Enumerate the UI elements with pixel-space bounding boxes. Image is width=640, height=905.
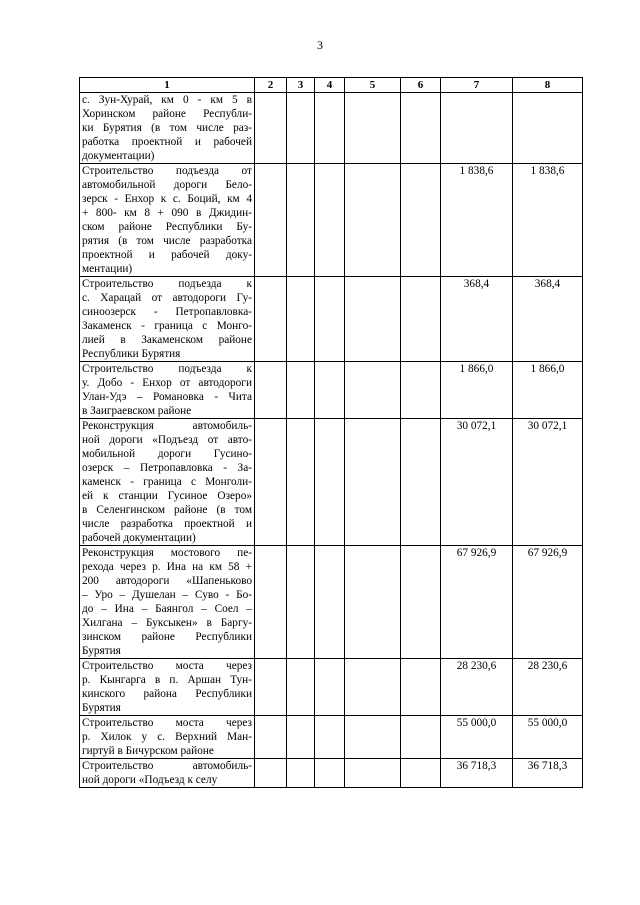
description-line: Закаменск - граница с Монго- [82,320,252,332]
description-line: ки Бурятия (в том числе раз- [82,122,252,134]
empty-cell-col-2 [255,716,287,759]
amount-c7: 67 926,9 [441,546,513,659]
empty-cell-col-3 [287,546,315,659]
amount-c7: 1 866,0 [441,362,513,419]
amount-c8: 36 718,3 [513,759,583,788]
description-line: с. Зун-Хурай, км 0 - км 5 в [82,94,252,106]
amount-c7: 30 072,1 [441,419,513,546]
col-header-5: 5 [345,78,401,93]
row-description [80,164,255,277]
empty-cell-col-6 [401,716,441,759]
empty-cell-col-4 [315,277,345,362]
description-line: в Селенгинском районе (в том [82,504,252,516]
row-description [80,659,255,716]
empty-cell-col-2 [255,93,287,164]
amount-c8: 28 230,6 [513,659,583,716]
col-header-8: 8 [513,78,583,93]
amount-c7: 28 230,6 [441,659,513,716]
empty-cell-col-2 [255,546,287,659]
description-line: Улан-Удэ – Романовка - Чита [82,391,252,403]
empty-cell-col-6 [401,659,441,716]
row-description [80,362,255,419]
description-line: Строительство подъезда к [82,363,252,375]
row-description [80,546,255,659]
description-line: у. Добо - Енхор от автодороги [82,377,252,389]
empty-cell-col-2 [255,659,287,716]
empty-cell-col-6 [401,419,441,546]
table-row [80,546,583,659]
description-line: Строительство подъезда от [82,165,252,177]
empty-cell-col-6 [401,164,441,277]
description-line: ском районе Республики Бу- [82,221,252,233]
description-line: документации) [82,150,155,162]
empty-cell-col-3 [287,277,315,362]
empty-cell-col-2 [255,759,287,788]
description-line: 200 автодороги «Шапеньково [82,575,252,587]
amount-c7: 368,4 [441,277,513,362]
description-line: Хоринском районе Республи- [82,108,252,120]
description-line: Хилгана – Буксыкен» в Баргу- [82,617,252,629]
budget-table [79,77,583,788]
empty-cell-col-4 [315,546,345,659]
empty-cell-col-5 [345,277,401,362]
empty-cell-col-6 [401,362,441,419]
description-line: автомобильной дороги Бело- [82,179,252,191]
empty-cell-col-4 [315,93,345,164]
description-line: каменск - граница с Монголи- [82,476,252,488]
empty-cell-col-2 [255,164,287,277]
description-line: Реконструкция мостового пе- [82,547,252,559]
table-row [80,716,583,759]
empty-cell-col-5 [345,546,401,659]
row-description [80,93,255,164]
description-line: Реконструкция автомобиль- [82,420,252,432]
col-header-7: 7 [441,78,513,93]
description-line: лией в Закаменском районе [82,334,252,346]
description-line: рятия (в том числе разработка [82,235,252,247]
table-row [80,93,583,164]
empty-cell-col-4 [315,362,345,419]
empty-cell-col-4 [315,716,345,759]
amount-c8: 368,4 [513,277,583,362]
empty-cell-col-4 [315,659,345,716]
empty-cell-col-6 [401,546,441,659]
description-line: озерск – Петропавловка - За- [82,462,252,474]
description-line: проектной и рабочей доку- [82,249,252,261]
description-line: до – Ина – Баянгол – Соел – [82,603,252,615]
empty-cell-col-6 [401,759,441,788]
empty-cell-col-5 [345,362,401,419]
empty-cell-col-5 [345,419,401,546]
page-number: 3 [317,38,323,52]
description-line: Бурятия [82,702,121,714]
empty-cell-col-5 [345,93,401,164]
empty-cell-col-5 [345,164,401,277]
empty-cell-col-5 [345,716,401,759]
amount-c8: 1 866,0 [513,362,583,419]
amount-c7: 1 838,6 [441,164,513,277]
amount-c7: 55 000,0 [441,716,513,759]
table-row [80,164,583,277]
description-line: мобильной дороги Гусино- [82,448,252,460]
table-row [80,362,583,419]
description-line: ной дороги «Подъезд от авто- [82,434,252,446]
empty-cell-col-3 [287,659,315,716]
description-line: Строительство подъезда к [82,278,252,290]
amount-c7 [441,93,513,164]
description-line: синоозерск - Петропавловка- [82,306,252,318]
table-row [80,659,583,716]
description-line: р. Хилок у с. Верхний Ман- [82,731,252,743]
empty-cell-col-2 [255,277,287,362]
empty-cell-col-6 [401,277,441,362]
description-line: работка проектной и рабочей [82,136,252,148]
col-header-2: 2 [255,78,287,93]
description-line: – Уро – Душелан – Суво - Бо- [82,589,252,601]
empty-cell-col-3 [287,362,315,419]
description-line: Строительство моста через [82,717,252,729]
empty-cell-col-3 [287,759,315,788]
row-description [80,716,255,759]
description-line: Строительство моста через [82,660,252,672]
table-row [80,419,583,546]
description-line: ментации) [82,263,133,275]
table-row [80,759,583,788]
empty-cell-col-4 [315,419,345,546]
table-row [80,277,583,362]
empty-cell-col-3 [287,93,315,164]
description-line: гиртуй в Бичурском районе [82,745,214,757]
description-line: рехода через р. Ина на км 58 + [82,561,252,573]
description-line: ей к станции Гусиное Озеро» [82,490,252,502]
col-header-4: 4 [315,78,345,93]
row-description [80,419,255,546]
description-line: зинском районе Республики [82,631,252,643]
header-row [80,78,583,93]
description-line: с. Харацай от автодороги Гу- [82,292,252,304]
description-line: зерск - Енхор к с. Боций, км 4 [82,193,252,205]
description-line: кинского района Республики [82,688,252,700]
row-description [80,277,255,362]
amount-c8: 1 838,6 [513,164,583,277]
amount-c7: 36 718,3 [441,759,513,788]
empty-cell-col-2 [255,362,287,419]
empty-cell-col-3 [287,716,315,759]
description-line: ной дороги «Подъезд к селу [82,774,218,786]
amount-c8: 67 926,9 [513,546,583,659]
col-header-6: 6 [401,78,441,93]
empty-cell-col-2 [255,419,287,546]
empty-cell-col-4 [315,759,345,788]
col-header-1: 1 [80,78,255,93]
description-line: Строительство автомобиль- [82,760,252,772]
empty-cell-col-4 [315,164,345,277]
description-line: числе разработка проектной и [82,518,252,530]
empty-cell-col-3 [287,419,315,546]
empty-cell-col-6 [401,93,441,164]
description-line: + 800- км 8 + 090 в Джидин- [82,207,252,219]
row-description [80,759,255,788]
description-line: Бурятия [82,645,121,657]
description-line: р. Кынгарга в п. Аршан Тун- [82,674,252,686]
col-header-3: 3 [287,78,315,93]
amount-c8: 55 000,0 [513,716,583,759]
amount-c8: 30 072,1 [513,419,583,546]
amount-c8 [513,93,583,164]
description-line: Республики Бурятия [82,348,181,360]
empty-cell-col-5 [345,659,401,716]
empty-cell-col-5 [345,759,401,788]
description-line: в Заиграевском районе [82,405,192,417]
empty-cell-col-3 [287,164,315,277]
description-line: рабочей документации) [82,532,196,544]
